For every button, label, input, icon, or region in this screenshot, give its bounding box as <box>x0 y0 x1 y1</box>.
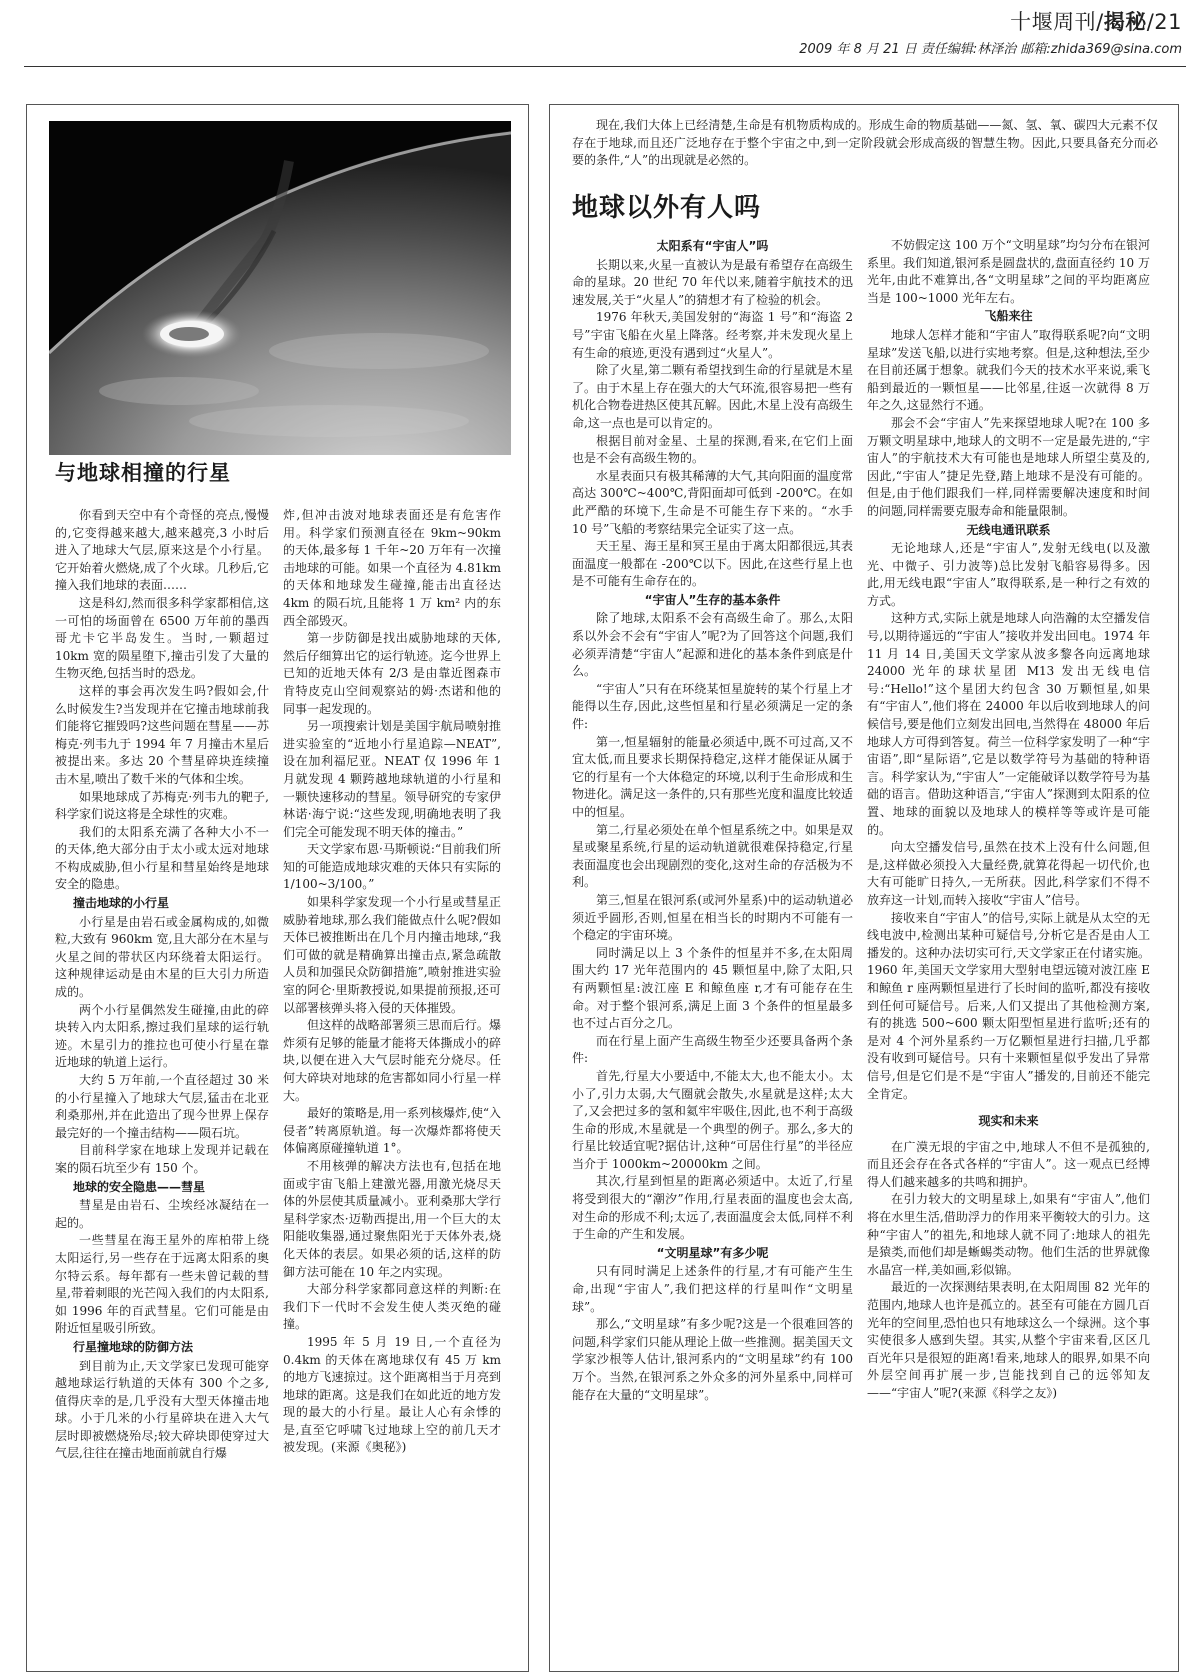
body-paragraph: 如果地球成了苏梅克·列韦九的靶子,科学家们说这将是全球性的灾难。 <box>55 789 269 822</box>
body-paragraph: 这种方式,实际上就是地球人向浩瀚的太空播发信号,以期待遥远的“宇宙人”接收并发出回电。1974 年 11 月 14 日,美国天文学家从波多黎各向远离地球 24000 光年的球状星团 M13 发出无线电信号:“Hello!”这个星团大约包含 30 万颗恒星,如果有“宇宙人”,他们将在 24000 年以后收到地球人的问候信号,要是他们立刻发出回电,当然得在 48000 年后地球人方可得到答复。荷兰一位科学家发明了一种“宇宙语”,即“星际语”,它是以数学符号为基础的特种语言。科学家认为,“宇宙人”一定能破译以数学符号为基础的语言。借助这种语言,“宇宙人”探测到太阳系的位置、地球的面貌以及地球人的模样等等或许是可能的。 <box>867 611 1150 837</box>
body-paragraph: 不用核弹的解决方法也有,包括在地面或宇宙飞船上建激光器,用激光烧尽天体的外层使其质量减小。亚利桑那大学行星科学家杰·迈勒西提出,用一个巨大的太阳能收集器,通过聚焦阳光于天体外表,烧化天体的表层。如果必须的话,这样的防御方法可能在 10 年之内实现。 <box>283 1158 501 1279</box>
body-paragraph: 同时满足以上 3 个条件的恒星并不多,在太阳周围大约 17 光年范围内的 45 颗恒星中,除了太阳,只有两颗恒星:波江座 E 和鲸鱼座 r,才有可能存在生命。对于整个银河系,满足上面 3 个条件的恒星最多也不过占百分之几。 <box>572 945 853 1031</box>
body-paragraph: 首先,行星大小要适中,不能太大,也不能太小。太小了,引力太弱,大气圈就会散失,水星就是这样;太大了,又会把过多的氢和氦牢牢吸住,因此,也不利于高级生命的形成,木星就是一个典型的例子。那么,多大的行星比较适宜呢?据估计,这种“可居住行星”的半径应当介于 1000km~20000km 之间。 <box>572 1068 853 1171</box>
byline: 2009 年 8 月 21 日 责任编辑:林泽治 邮箱:zhida369@sina.com <box>799 42 1182 57</box>
body-paragraph: 最近的一次探测结果表明,在太阳周围 82 光年的范围内,地球人也许是孤立的。甚至有可能在方圆几百光年的空间里,恐怕也只有地球这么一个绿洲。这个事实使很多人感到失望。其实,从整个宇宙来看,区区几百光年只是很短的距离!看来,地球人的眼界,如果不向外层空间再扩展一步,岂能找到自己的远邻知友——“宇宙人”呢?(来源《科学之友》) <box>867 1280 1150 1400</box>
left-column-2 <box>283 507 501 1667</box>
body-paragraph: 一些彗星在海王星外的库柏带上绕太阳运行,另一些存在于远离太阳系的奥尔特云系。每年都有一些未曾记载的彗星,带着刺眼的光芒闯入我们的内太阳系,如 1996 年的百武彗星。它们可能是由附近恒星吸引所致。 <box>55 1233 269 1336</box>
body-paragraph: 而在行星上面产生高级生物至少还要具备两个条件: <box>572 1033 853 1066</box>
body-paragraph: 目前科学家在地球上发现并记载在案的陨石坑至少有 150 个。 <box>55 1143 269 1175</box>
right-headline: 地球以外有人吗 <box>572 193 762 223</box>
body-paragraph: 你看到天空中有个奇怪的亮点,慢慢的,它变得越来越大,越来越亮,3 小时后进入了地球大气层,原来这是个小行星。它开始着火燃烧,成了个火球。几秒后,它撞入我们地球的表面…… <box>55 508 269 593</box>
header-rule <box>24 66 1186 67</box>
body-paragraph: 天王星、海王星和冥王星由于离太阳都很远,其表面温度一般都在 -200℃以下。因此,在这些行星上也是不可能有生命存在的。 <box>572 539 853 589</box>
body-paragraph: 向太空播发信号,虽然在技术上没有什么问题,但是,这样做必须投入大量经费,就算花得起一切代价,也大有可能旷日持久,一无所获。因此,科学家们不得不放弃这一计划,而转入接收“宇宙人”信号。 <box>867 840 1150 907</box>
right-column-1 <box>572 237 853 1667</box>
body-paragraph: 根据目前对金星、土星的探测,看来,在它们上面也是不会有高级生物的。 <box>572 433 853 466</box>
body-paragraph: 水星表面只有极其稀薄的大气,其向阳面的温度常高达 300℃~400℃,背阳面却可低到 -200℃。在如此严酷的环境下,生命是不可能生存下来的。“水手 10 号”飞船的考察结果完全证实了这一点。 <box>572 468 853 536</box>
right-article <box>549 104 1179 1672</box>
body-paragraph: 除了火星,第二颗有希望找到生命的行星就是木星了。由于木星上存在强大的大气环流,很容易把一些有机化合物卷进热区使其瓦解。因此,木星上没有高级生命,这一点也是可以肯定的。 <box>572 363 853 430</box>
body-paragraph: 小行星是由岩石或金属构成的,如微粒,大致有 960km 宽,且大部分在木星与火星之间的带状区内环绕着太阳运行。这种规律运动是由木星的巨大引力所造成的。 <box>55 914 269 1000</box>
body-paragraph: 长期以来,火星一直被认为是最有希望存在高级生命的星球。20 世纪 70 年代以来,随着宇航技术的迅速发展,关于“火星人”的猜想才有了检验的机会。 <box>572 257 853 307</box>
subheading: 太阳系有“宇宙人”吗 <box>656 239 769 253</box>
subheading: 行星撞地球的防御方法 <box>73 1339 194 1354</box>
subheading: 现实和未来 <box>978 1114 1039 1129</box>
body-paragraph: 但这样的战略部署须三思而后行。爆炸须有足够的能量才能将天体撕成小的碎块,以便在进入大气层时能充分烧尽。任何大碎块对地球的危害都如同小行星一样大。 <box>283 1018 501 1103</box>
subheading: 无线电通讯联系 <box>966 522 1051 537</box>
body-paragraph: 无论地球人,还是“宇宙人”,发射无线电(以及激光、中微子、引力波等)总比发射飞船容易得多。因此,用无线电跟“宇宙人”取得联系,是一种行之有效的方式。 <box>867 541 1150 608</box>
body-paragraph: 大约 5 万年前,一个直径超过 30 米的小行星撞入了地球大气层,猛击在北亚利桑那州,并在此造出了现今世界上保存最完好的一个撞击结构——陨石坑。 <box>55 1073 269 1140</box>
masthead <box>799 6 1182 57</box>
body-paragraph: 我们的太阳系充满了各种大小不一的天体,绝大部分由于太小或太远对地球不构成威胁,但小行星和彗星始终是地球安全的隐患。 <box>55 824 269 892</box>
body-paragraph: 这是科幻,然而很多科学家都相信,这一可怕的场面曾在 6500 万年前的墨西哥尤卡它半岛发生。当时,一颗超过 10km 宽的陨星堕下,撞击引发了大量的生物灭绝,包括当时的恐龙。 <box>55 595 269 681</box>
body-paragraph: 大部分科学家都同意这样的判断:在我们下一代时不会发生使人类灭绝的碰撞。 <box>283 1282 501 1332</box>
body-paragraph: 不妨假定这 100 万个“文明星球”均匀分布在银河系里。我们知道,银河系是圆盘状的,盘面直径约 10 万光年,由此不难算出,各“文明星球”之间的平均距离应当是 100~1000 光年左右。 <box>867 238 1150 305</box>
right-column-2 <box>867 237 1150 1667</box>
subheading: “宇宙人”生存的基本条件 <box>644 592 781 607</box>
left-article <box>26 104 529 1672</box>
body-paragraph: 1976 年秋天,美国发射的“海盗 1 号”和“海盗 2 号”宇宙飞船在火星上降落。经考察,并未发现火星上有生命的痕迹,更没有遇到过“火星人”。 <box>572 310 853 360</box>
body-paragraph: 地球人怎样才能和“宇宙人”取得联系呢?向“文明星球”发送飞船,以进行实地考察。但是,这种想法,至少在目前还属于想象。就我们今天的技术水平来说,乘飞船到最近的一颗恒星——比邻星,往返一次就得 8 万年之久,这显然行不通。 <box>867 327 1150 413</box>
body-paragraph: 其次,行星到恒星的距离必须适中。太近了,行星将受到很大的“潮汐”作用,行星表面的温度也会太高,对生命的形成不利;太远了,表面温度会太低,同样不利于生命的产生和发展。 <box>572 1174 853 1242</box>
body-paragraph: 两个小行星偶然发生碰撞,由此的碎块转入内太阳系,擦过我们星球的运行轨迹。木星引力的推拉也可使小行星在靠近地球的轨道上运行。 <box>55 1002 269 1070</box>
subheading: “文明星球”有多少呢 <box>656 1245 769 1260</box>
body-paragraph: 最好的策略是,用一系列核爆炸,使“入侵者”转离原轨道。每一次爆炸都将使天体偏离原碰撞轨道 1°。 <box>283 1106 501 1156</box>
section-name: 揭秘 <box>1103 10 1147 34</box>
earth-impact-photo <box>49 121 511 455</box>
body-paragraph: 除了地球,太阳系不会有高级生命了。那么,太阳系以外会不会有“宇宙人”呢?为了回答这个问题,我们必须弄清楚“宇宙人”起源和进化的基本条件到底是什么。 <box>572 611 853 679</box>
left-headline: 与地球相撞的行星 <box>55 461 231 485</box>
body-paragraph: 只有同时满足上述条件的行星,才有可能产生生命,出现“宇宙人”,我们把这样的行星叫作“文明星球”。 <box>572 1264 853 1314</box>
masthead-separator: / <box>1096 10 1104 34</box>
subheading: 地球的安全隐患——彗星 <box>73 1179 206 1194</box>
left-column-1 <box>55 507 269 1667</box>
body-paragraph: 那么,“文明星球”有多少呢?这是一个很难回答的问题,科学家们只能从理论上做一些推测。据美国天文学家沙根等人估计,银河系内的“文明星球”约有 100 万个。当然,在银河系之外众多的河外星系中,同样可能存在大量的“文明星球”。 <box>572 1317 853 1402</box>
body-paragraph: 第二,行星必须处在单个恒星系统之中。如果是双星或聚星系统,行星的运动轨道就很难保持稳定,行星表面温度也会出现剧烈的变化,这对生命的存活极为不利。 <box>572 822 853 890</box>
page-number: /21 <box>1146 10 1182 34</box>
intro-paragraph: 现在,我们大体上已经清楚,生命是有机物质构成的。形成生命的物质基础——氮、氢、氧、碳四大元素不仅存在于地球,而且还广泛地存在于整个宇宙之中,到一定阶段就会形成高级的智慧生物。因此,只要具备充分而必要的条件,“人”的出现就是必然的。 <box>572 118 1158 168</box>
body-paragraph: 如果科学家发现一个小行星或彗星正威胁着地球,那么我们能做点什么呢?假如天体已被推断出在几个月内撞击地球,“我们可做的就是精确算出撞击点,紧急疏散人员和加强民众防御措施”,喷射推进实验室的阿仑·里斯教授说,如果提前预报,还可以部署核弹头将入侵的天体摧毁。 <box>283 895 501 1015</box>
body-paragraph: 在广漠无垠的宇宙之中,地球人不但不是孤独的,而且还会存在各式各样的“宇宙人”。这一观点已经博得人们越来越多的共鸣和拥护。 <box>867 1139 1150 1189</box>
body-paragraph: 彗星是由岩石、尘埃经冰凝结在一起的。 <box>55 1198 269 1230</box>
body-paragraph: 接收来自“宇宙人”的信号,实际上就是从太空的无线电波中,检测出某种可疑信号,分析它是否是由人工播发的。这种办法切实可行,天文学家正在付诸实施。1960 年,美国天文学家用大型射电望远镜对波江座 E 和鲸鱼 r 座两颗恒星进行了长时间的监听,都没有接收到任何可疑信号。后来,人们又提出了其他检测方案,有的挑选 500~600 颗太阳型恒星进行监听;还有的是对 4 个河外星系约一万亿颗恒星进行扫描,几乎都没有收到可疑信号。只有十来颗恒星似乎发出了异常信号,但是它们是不是“宇宙人”播发的,目前还不能完全肯定。 <box>867 910 1150 1101</box>
body-paragraph: 1995 年 5 月 19 日,一个直径为 0.4km 的天体在离地球仅有 45 万 km 的地方飞速掠过。这个距离相当于月亮到地球的距离。这是我们在如此近的地方发现的最大的小行星。最让人心有余悸的是,直至它呼啸飞过地球上空的前几天才被发现。(来源《奥秘》) <box>283 1334 501 1455</box>
body-paragraph: “宇宙人”只有在环绕某恒星旋转的某个行星上才能得以生存,因此,这些恒星和行星必须满足一定的条件: <box>572 681 853 732</box>
body-paragraph: 在引力较大的文明星球上,如果有“宇宙人”,他们将在水里生活,借助浮力的作用来平衡较大的引力。这种“宇宙人”的祖先,和地球人就不同了:地球人的祖先是猿类,而他们却是蜥蜴类动物。他们生活的世界就像水晶宫一样,美如画,彩似锦。 <box>867 1192 1150 1277</box>
body-paragraph: 第一,恒星辐射的能量必须适中,既不可过高,又不宜太低,而且要求长期保持稳定,这样才能保证从属于它的行星有一个大体稳定的环境,以利于生命形成和生物进化。满足这一条件的,只有那些光度和温度比较适中的恒星。 <box>572 734 853 819</box>
body-paragraph: 第一步防御是找出威胁地球的天体,然后仔细算出它的运行轨迹。迄今世界上已知的近地天体有 2/3 是由靠近图森市肯特皮克山空间观察站的姆·杰诺和他的同事一起发现的。 <box>283 631 501 716</box>
body-paragraph: 天文学家布恩·马斯顿说:“目前我们所知的可能造成地球灾难的天体只有实际的 1/100~3/100。” <box>283 842 501 892</box>
subheading: 飞船来往 <box>984 309 1033 324</box>
body-paragraph: 那会不会“宇宙人”先来探望地球人呢?在 100 多万颗文明星球中,地球人的文明不一定是最先进的,“宇宙人”的宇航技术大有可能也是地球人所望尘莫及的,因此,“宇宙人”捷足先登,踏上地球不是没有可能的。但是,由于他们跟我们一样,同样需要解决速度和时间的问题,同样需要克服寿命和能量限制。 <box>867 415 1150 518</box>
planet-impact-illustration <box>49 121 511 455</box>
body-paragraph: 这样的事会再次发生吗?假如会,什么时候发生?当发现并在它撞击地球前我们能将它摧毁吗?这些问题在彗星——苏梅克·列韦九于 1994 年 7 月撞击木星后被提出来。多达 20 个彗星碎块连续撞击木星,喷出了数千米的气体和尘埃。 <box>55 683 269 786</box>
subheading: 撞击地球的小行星 <box>73 896 170 911</box>
paper-name: 十堰周刊 <box>1010 10 1097 34</box>
body-paragraph: 炸,但冲击波对地球表面还是有危害作用。科学家们预测直径在 9km~90km 的天体,最多每 1 千年~20 万年有一次撞击地球的可能。如果一个直径为 4.81km 的天体和地球发生碰撞,能击出直径达 4km 的陨石坑,且能将 1 万 km² 内的东西全部毁灭。 <box>283 508 501 628</box>
body-paragraph: 到目前为止,天文学家已发现可能穿越地球运行轨道的天体有 300 个之多,值得庆幸的是,几乎没有大型天体撞击地球。小于几米的小行星碎块在进入大气层时即被燃烧殆尽;较大碎块即使穿过大气层,往往在撞击地面前就自行爆 <box>55 1358 269 1461</box>
masthead-title <box>799 6 1182 36</box>
body-paragraph: 另一项搜索计划是美国宇航局喷射推进实验室的“近地小行星追踪—NEAT”,设在加利福尼亚。NEAT 仅 1996 年 1 月就发现 4 颗跨越地球轨道的小行星和一颗快速移动的彗星。领导研究的专家伊林诺·海宁说:“这些发现,明确地表明了我们完全可能发现不明天体的撞击。” <box>283 719 501 839</box>
body-paragraph: 第三,恒星在银河系(或河外星系)中的运动轨道必须近乎圆形,否则,恒星在相当长的时期内不可能有一个稳定的宇宙环境。 <box>572 892 853 943</box>
right-intro <box>572 117 1158 170</box>
